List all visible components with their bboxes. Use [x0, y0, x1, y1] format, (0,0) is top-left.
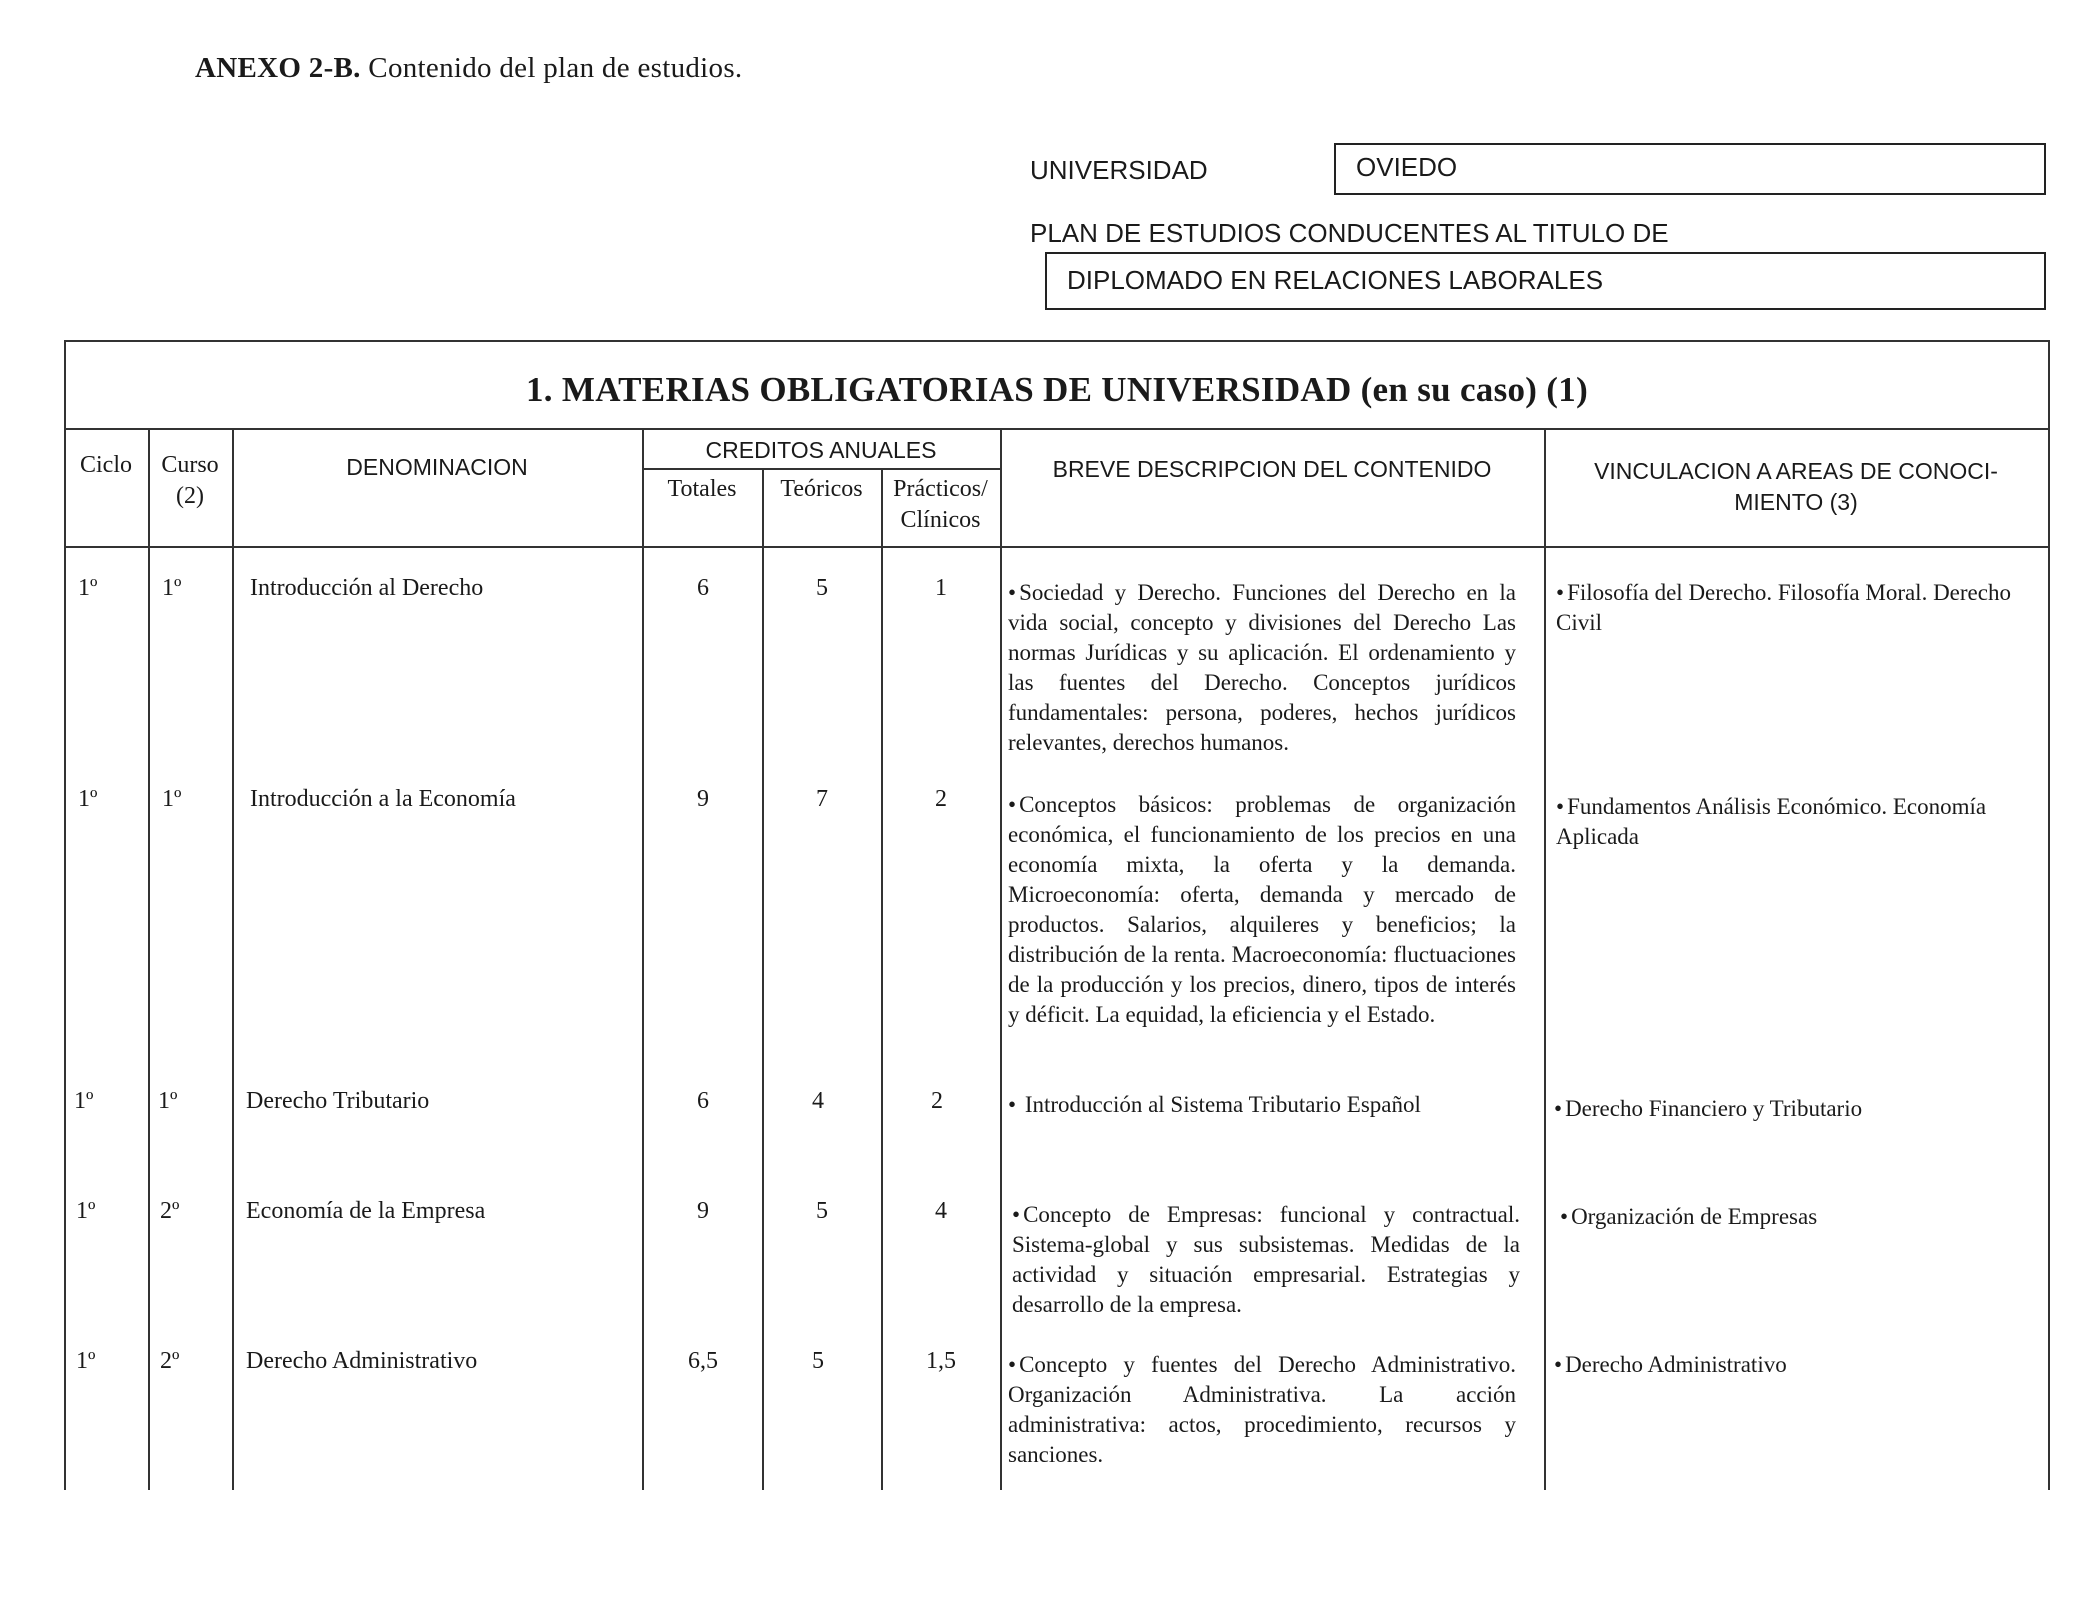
- header-curso: [148, 450, 232, 512]
- row-area: [1556, 578, 2026, 638]
- row-totales: 6: [697, 575, 709, 601]
- creditos-divider-line: [642, 468, 1000, 470]
- row-practicos: 1: [935, 575, 947, 601]
- row-teoricos: 5: [816, 1198, 828, 1224]
- university-value: OVIEDO: [1356, 152, 1458, 182]
- bullet-marker: •: [1008, 1352, 1017, 1377]
- degree-box: [1045, 252, 2046, 310]
- row-practicos: 2: [935, 786, 947, 812]
- header-practicos-line1: Prácticos/: [893, 476, 988, 502]
- bullet-marker: •: [1008, 580, 1017, 605]
- row-descripcion-text: Introducción al Sistema Tributario Español: [1024, 1092, 1421, 1117]
- row-curso: 1º: [158, 1088, 178, 1114]
- bullet-marker: •: [1008, 792, 1017, 817]
- row-descripcion-text: Concepto de Empresas: funcional y contractual. Sistema-global y sus subsistemas. Medidas de la actividad y situación empresarial. Estrategias y desarrollo de la empresa.: [1012, 1202, 1520, 1317]
- row-area: [1560, 1202, 2030, 1232]
- row-teoricos: 7: [816, 786, 828, 812]
- degree-value: DIPLOMADO EN RELACIONES LABORALES: [1067, 265, 1604, 295]
- row-totales: 6,5: [688, 1348, 718, 1374]
- header-bottom-line: [64, 546, 2050, 548]
- row-descripcion: [1008, 1350, 1516, 1470]
- subjects-table: [64, 340, 2050, 1490]
- col-divider-teoricos: [881, 468, 883, 1490]
- bullet-marker: •: [1554, 1096, 1563, 1121]
- header-ciclo: Ciclo: [80, 452, 132, 478]
- row-teoricos: 5: [812, 1348, 824, 1374]
- row-descripcion-text: Conceptos básicos: problemas de organización económica, el funcionamiento de los precios en una economía mixta, la oferta y la demanda. Microeconomía: oferta, demanda y mercado de productos. Salarios, alquileres y beneficios; la distribución de la renta. Macroeconomía: fluctuaciones de la producción y los precios, dinero, tipos de interés y déficit. La equidad, la eficiencia y el Estado.: [1008, 792, 1516, 1027]
- row-totales: 9: [697, 786, 709, 812]
- header-practicos: [881, 474, 1000, 536]
- row-ciclo: 1º: [74, 1088, 94, 1114]
- row-descripcion: [1008, 1090, 1516, 1120]
- col-divider-totales: [762, 468, 764, 1490]
- col-divider-practicos: [1000, 428, 1002, 1490]
- row-ciclo: 1º: [78, 786, 98, 812]
- annex-heading: [195, 52, 742, 85]
- table-left-border: [64, 428, 66, 1490]
- section-title: 1. MATERIAS OBLIGATORIAS DE UNIVERSIDAD (en su caso) (1): [525, 370, 1589, 409]
- row-descripcion: [1008, 790, 1516, 1030]
- bullet-marker: •: [1008, 1092, 1017, 1117]
- header-creditos: CREDITOS ANUALES: [705, 437, 937, 463]
- row-curso: 1º: [162, 575, 182, 601]
- header-practicos-line2: Clínicos: [900, 507, 981, 533]
- row-ciclo: 1º: [78, 575, 98, 601]
- header-curso-note: (2): [176, 483, 204, 509]
- row-descripcion: [1008, 578, 1516, 758]
- row-practicos: 4: [935, 1198, 947, 1224]
- table-right-border: [2048, 340, 2050, 1490]
- annex-code: ANEXO 2-B.: [195, 52, 361, 84]
- header-vinculacion-line1: VINCULACION A AREAS DE CONOCI-: [1594, 458, 1998, 484]
- bullet-marker: •: [1556, 794, 1565, 819]
- row-area-text: Derecho Financiero y Tributario: [1565, 1096, 1863, 1121]
- university-box: [1334, 143, 2046, 195]
- row-curso: 2º: [160, 1348, 180, 1374]
- col-divider-descripcion: [1544, 428, 1546, 1490]
- row-descripcion-text: Sociedad y Derecho. Funciones del Derecho en la vida social, concepto y divisiones del Derecho Las normas Jurídicas y su aplicación. El ordenamiento y las fuentes del Derecho. Conceptos jurídicos fundamentales: persona, poderes, hechos jurídicos relevantes, derechos humanos.: [1008, 580, 1516, 755]
- row-denominacion: Introducción a la Economía: [250, 786, 516, 812]
- bullet-marker: •: [1012, 1202, 1021, 1227]
- row-area: [1554, 1350, 2024, 1380]
- row-denominacion: Derecho Tributario: [246, 1088, 430, 1114]
- row-area-text: Filosofía del Derecho. Filosofía Moral. Derecho Civil: [1556, 580, 2011, 635]
- header-descripcion: BREVE DESCRIPCION DEL CONTENIDO: [1052, 456, 1492, 482]
- row-curso: 1º: [162, 786, 182, 812]
- row-denominacion: Derecho Administrativo: [246, 1348, 478, 1374]
- header-curso-label: Curso: [161, 452, 219, 478]
- header-denominacion: DENOMINACION: [346, 454, 528, 480]
- header-vinculacion: [1544, 456, 2048, 518]
- row-denominacion: Economía de la Empresa: [246, 1198, 486, 1224]
- annex-title: Contenido del plan de estudios.: [368, 52, 743, 84]
- row-practicos: 2: [931, 1088, 943, 1114]
- row-denominacion: Introducción al Derecho: [250, 575, 484, 601]
- row-ciclo: 1º: [76, 1198, 96, 1224]
- row-practicos: 1,5: [926, 1348, 956, 1374]
- degree-label: PLAN DE ESTUDIOS CONDUCENTES AL TITULO DE: [1030, 218, 1669, 248]
- row-area-text: Fundamentos Análisis Económico. Economía Aplicada: [1556, 794, 1987, 849]
- header-vinculacion-line2: MIENTO (3): [1734, 489, 1858, 515]
- bullet-marker: •: [1556, 580, 1565, 605]
- row-totales: 6: [697, 1088, 709, 1114]
- university-label: UNIVERSIDAD: [1030, 155, 1208, 185]
- bullet-marker: •: [1560, 1204, 1569, 1229]
- row-teoricos: 5: [816, 575, 828, 601]
- col-divider-ciclo: [148, 428, 150, 1490]
- row-area: [1556, 792, 2026, 852]
- row-teoricos: 4: [812, 1088, 824, 1114]
- row-descripcion: [1012, 1200, 1520, 1320]
- header-teoricos: Teóricos: [780, 476, 863, 502]
- col-divider-curso: [232, 428, 234, 1490]
- section-title-band: [64, 340, 2050, 430]
- header-top-line: [64, 428, 2050, 430]
- row-curso: 2º: [160, 1198, 180, 1224]
- row-totales: 9: [697, 1198, 709, 1224]
- header-totales: Totales: [667, 476, 737, 502]
- row-area-text: Derecho Administrativo: [1565, 1352, 1787, 1377]
- row-area: [1554, 1094, 2024, 1124]
- row-descripcion-text: Concepto y fuentes del Derecho Administrativo. Organización Administrativa. La acción administrativa: actos, procedimiento, recursos y sanciones.: [1008, 1352, 1516, 1467]
- row-ciclo: 1º: [76, 1348, 96, 1374]
- row-area-text: Organización de Empresas: [1571, 1204, 1818, 1229]
- bullet-marker: •: [1554, 1352, 1563, 1377]
